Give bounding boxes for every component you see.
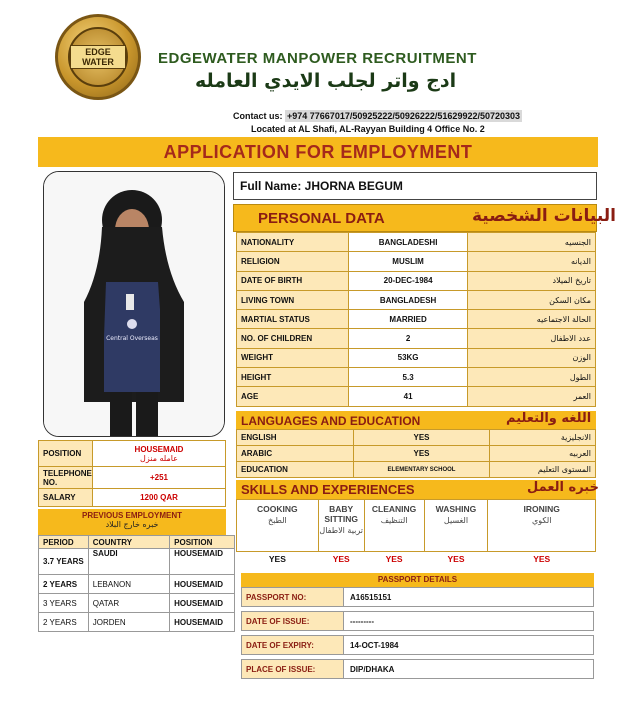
previous-employment-header: POSITION <box>170 536 235 549</box>
passport-label: DATE OF EXPIRY: <box>242 636 344 655</box>
personal-data-value: 53KG <box>348 348 468 367</box>
skills-table <box>236 499 596 566</box>
previous-country: QATAR <box>88 594 169 613</box>
language-label: EDUCATION <box>237 462 354 478</box>
language-label-ar: العربيه <box>490 446 596 462</box>
skill-header <box>237 500 319 552</box>
company-name-en: EDGEWATER MANPOWER RECRUITMENT <box>158 50 477 67</box>
passport-value: DIP/DHAKA <box>344 660 594 679</box>
telephone-label: TELEPHONE NO. <box>39 467 93 489</box>
previous-employment-row <box>39 575 235 594</box>
position-value <box>93 441 226 467</box>
salary-value: 1200 QAR <box>93 489 226 507</box>
previous-employment-row <box>39 613 235 632</box>
skill-name-ar: تربية الاطفال <box>319 526 363 535</box>
position-label: POSITION <box>39 441 93 467</box>
skill-value: YES <box>268 553 286 564</box>
skill-header <box>318 500 364 552</box>
contact-numbers: +974 77667017/50925222/50926222/51629922/50720303 <box>287 111 521 121</box>
previous-country: SAUDI <box>88 549 169 575</box>
personal-data-label-ar: الديانه <box>468 252 596 271</box>
personal-data-label-ar: الحالة الاجتماعيه <box>468 310 596 329</box>
languages-table <box>236 429 596 478</box>
previous-employment-title-ar: خبره خارج البلاد <box>105 520 159 529</box>
skill-header <box>424 500 488 552</box>
personal-data-label: NATIONALITY <box>237 233 349 252</box>
language-label: ARABIC <box>237 446 354 462</box>
passport-row <box>242 588 594 607</box>
personal-data-label: MARTIAL STATUS <box>237 310 349 329</box>
personal-data-value: 2 <box>348 329 468 348</box>
personal-data-label-ar: تاريخ الميلاد <box>468 271 596 290</box>
apron-text: Central Overseas <box>106 335 158 342</box>
full-name: Full Name: JHORNA BEGUM <box>233 172 597 200</box>
contact-line <box>233 111 522 121</box>
company-logo <box>55 14 141 100</box>
personal-data-value: 5.3 <box>348 368 468 387</box>
personal-data-label-ar: الوزن <box>468 348 596 367</box>
passport-banner: PASSPORT DETAILS <box>241 573 594 587</box>
skill-name: WASHING <box>435 504 477 514</box>
skill-name: CLEANING <box>371 504 417 514</box>
personal-data-value: BANGLADESH <box>348 290 468 309</box>
salary-label: SALARY <box>39 489 93 507</box>
personal-data-row <box>237 252 596 271</box>
personal-data-label-ar: الجنسيه <box>468 233 596 252</box>
previous-period: 3 YEARS <box>39 594 89 613</box>
skill-value: YES <box>447 553 465 564</box>
personal-data-row <box>237 348 596 367</box>
language-label-ar: الانجليزية <box>490 430 596 446</box>
previous-position: HOUSEMAID <box>170 613 235 632</box>
personal-data-label: RELIGION <box>237 252 349 271</box>
personal-data-row <box>237 368 596 387</box>
language-value: ELEMENTARY SCHOOL <box>353 462 490 478</box>
previous-employment-table <box>38 535 235 632</box>
previous-country: LEBANON <box>88 575 169 594</box>
personal-data-row <box>237 290 596 309</box>
languages-title-ar: اللغه والتعليم <box>506 411 592 426</box>
passport-value: --------- <box>344 612 594 631</box>
skill-name: BABY SITTING <box>324 504 358 524</box>
skill-value: YES <box>385 553 403 564</box>
language-row <box>237 430 596 446</box>
personal-data-value: 20-DEC-1984 <box>348 271 468 290</box>
previous-employment-row <box>39 594 235 613</box>
application-banner: APPLICATION FOR EMPLOYMENT <box>38 137 598 167</box>
passport-value: 14-OCT-1984 <box>344 636 594 655</box>
personal-data-row <box>237 310 596 329</box>
language-value: YES <box>353 430 490 446</box>
passport-label: PASSPORT NO: <box>242 588 344 607</box>
previous-employment-header-row <box>39 536 235 549</box>
position-value-en: HOUSEMAID <box>134 444 184 454</box>
passport-label: DATE OF ISSUE: <box>242 612 344 631</box>
personal-data-value: MUSLIM <box>348 252 468 271</box>
personal-data-row <box>237 329 596 348</box>
personal-data-label-ar: العمر <box>468 387 596 406</box>
languages-title-en: LANGUAGES AND EDUCATION <box>241 414 421 428</box>
previous-position: HOUSEMAID <box>170 549 235 575</box>
applicant-photo <box>43 171 225 437</box>
location-line: Located at AL Shafi, AL-Rayyan Building 4 Office No. 2 <box>251 124 485 134</box>
personal-data-value: 41 <box>348 387 468 406</box>
skill-name: COOKING <box>257 504 298 514</box>
personal-data-row <box>237 233 596 252</box>
personal-data-title-ar: البيانات الشخصية <box>472 206 617 226</box>
logo-text: EDGE WATER <box>70 45 126 69</box>
passport-row <box>242 636 594 655</box>
previous-period: 2 YEARS <box>39 613 89 632</box>
previous-period: 2 YEARS <box>39 575 89 594</box>
contact-label: Contact us: <box>233 111 286 121</box>
skill-value: YES <box>332 553 350 564</box>
language-row <box>237 462 596 478</box>
personal-data-row <box>237 387 596 406</box>
personal-data-label-ar: الطول <box>468 368 596 387</box>
personal-data-label: DATE OF BIRTH <box>237 271 349 290</box>
personal-data-label: WEIGHT <box>237 348 349 367</box>
skill-header <box>488 500 596 552</box>
language-label: ENGLISH <box>237 430 354 446</box>
skill-name-ar: الغسيل <box>443 516 469 525</box>
previous-country: JORDEN <box>88 613 169 632</box>
skills-title-en: SKILLS AND EXPERIENCES <box>241 482 415 497</box>
personal-data-label: AGE <box>237 387 349 406</box>
skill-header <box>364 500 424 552</box>
personal-data-title-en: PERSONAL DATA <box>258 210 385 227</box>
personal-data-table <box>236 232 596 407</box>
position-value-ar: عامله منزل <box>140 453 178 463</box>
previous-employment-header: COUNTRY <box>88 536 169 549</box>
previous-employment-header: PERIOD <box>39 536 89 549</box>
logo-globe-icon <box>68 27 128 87</box>
passport-label: PLACE OF ISSUE: <box>242 660 344 679</box>
previous-period: 3.7 YEARS <box>39 549 89 575</box>
personal-data-label-ar: عدد الاطفال <box>468 329 596 348</box>
telephone-value: +251 <box>93 467 226 489</box>
skill-name-ar: الكوي <box>531 516 552 525</box>
person-photo-icon <box>44 172 225 437</box>
personal-data-row <box>237 271 596 290</box>
language-label-ar: المستوى التعليم <box>490 462 596 478</box>
skill-value: YES <box>533 553 551 564</box>
company-name-ar: ادج واتر لجلب الايدي العامله <box>195 70 457 92</box>
language-row <box>237 446 596 462</box>
passport-row <box>242 612 594 631</box>
personal-data-value: BANGLADESHI <box>348 233 468 252</box>
position-table <box>38 440 226 507</box>
personal-data-label: NO. OF CHILDREN <box>237 329 349 348</box>
previous-employment-row <box>39 549 235 575</box>
language-value: YES <box>353 446 490 462</box>
personal-data-label: LIVING TOWN <box>237 290 349 309</box>
skill-name-ar: الطبخ <box>267 516 287 525</box>
previous-employment-title: PREVIOUS EMPLOYMENT <box>81 511 182 520</box>
personal-data-label: HEIGHT <box>237 368 349 387</box>
personal-data-label-ar: مكان السكن <box>468 290 596 309</box>
personal-data-value: MARRIED <box>348 310 468 329</box>
skills-title-ar: خبره العمل <box>527 480 599 495</box>
passport-value: A16515151 <box>344 588 594 607</box>
previous-position: HOUSEMAID <box>170 594 235 613</box>
skill-name-ar: التنظيف <box>380 516 408 525</box>
skill-name: IRONING <box>523 504 560 514</box>
passport-row <box>242 660 594 679</box>
previous-employment-banner <box>38 509 226 535</box>
passport-table <box>241 587 594 679</box>
previous-position: HOUSEMAID <box>170 575 235 594</box>
